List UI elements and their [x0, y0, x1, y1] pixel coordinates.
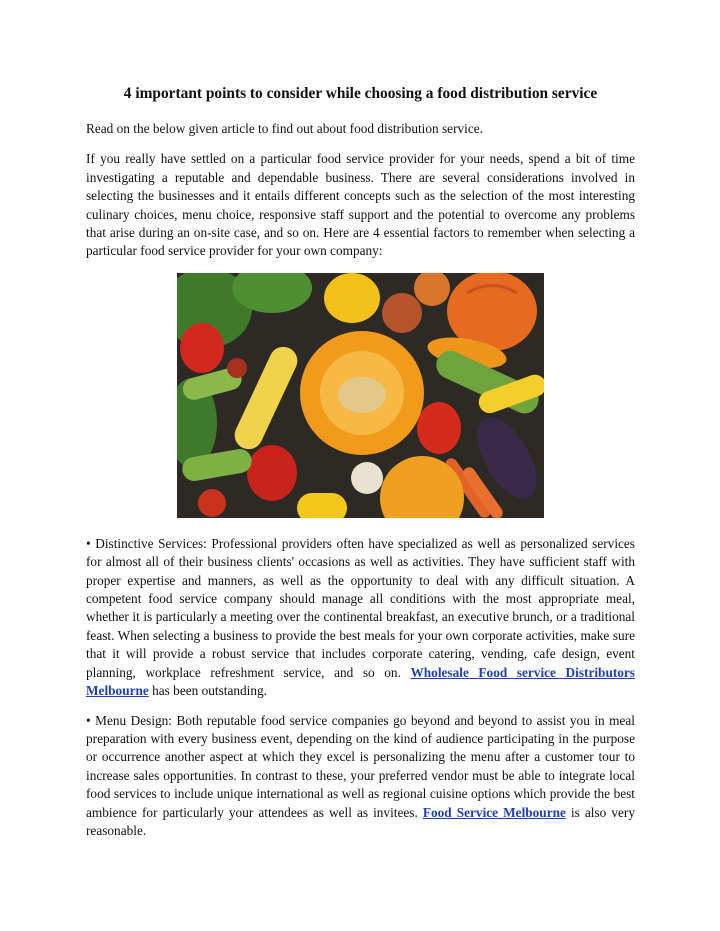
intro-paragraph: Read on the below given article to find out about food distribution service.: [86, 121, 483, 136]
vegetables-illustration: [177, 273, 544, 518]
paragraph-3-text: • Menu Design: Both reputable food service companies go beyond and beyond to assist you in meal preparation with every business event, depending on the kind of audience participating in the purpose or occurrence another aspect at which they excel is personalizing the menu after a customer tour to increase sales opportunities. In contrast to these, your preferred vendor must be able to integrate local food services to include unique international as well as regional cuisine options which provide the best ambience for particularly your attendees as well as invitees.: [86, 712, 635, 820]
body-paragraph-1: If you really have settled on a particular food service provider for your needs, spend a bit of time investigating a reputable and dependable business. There are several considerations involved in selecting the businesses and it entails different concepts such as the selection of the most interesting culinary choices, menu choice, responsive staff support and the potential to overcome any problems that arise during an on-site case, and so on. Here are 4 essential factors to remember when selecting a particular food service provider for your own company:: [86, 151, 635, 259]
document-page: [86, 84, 635, 840]
body-paragraph-2: [86, 535, 635, 701]
paragraph-3-after: is also very reasonable.: [86, 804, 636, 838]
body-paragraph-3: [86, 712, 635, 841]
article-title: 4 important points to consider while choosing a food distribution service: [123, 85, 598, 102]
food-service-melbourne-link[interactable]: Food Service Melbourne: [422, 804, 566, 820]
vegetables-photo: [177, 273, 544, 518]
paragraph-2-after: has been outstanding.: [148, 683, 267, 699]
paragraph-2-text: • Distinctive Services: Professional providers often have specialized as well as personalized services for almost all of their business clients' occasions as well as activities. They have sufficient staff with proper expertise and manners, as well as the opportunity to deal with any difficult situation. A competent food service company should manage all conditions with the most appropriate meal, whether it is particularly a meeting over the continental breakfast, an executive brunch, or a traditional feast. When selecting a business to provide the best meals for your own corporate activities, make sure that it will provide a robust service that includes corporate catering, vending, cafe design, event planning, workplace refreshment service, and so on.: [86, 535, 635, 680]
wholesale-distributors-link[interactable]: Wholesale Food service Distributors Melbourne: [86, 664, 635, 699]
